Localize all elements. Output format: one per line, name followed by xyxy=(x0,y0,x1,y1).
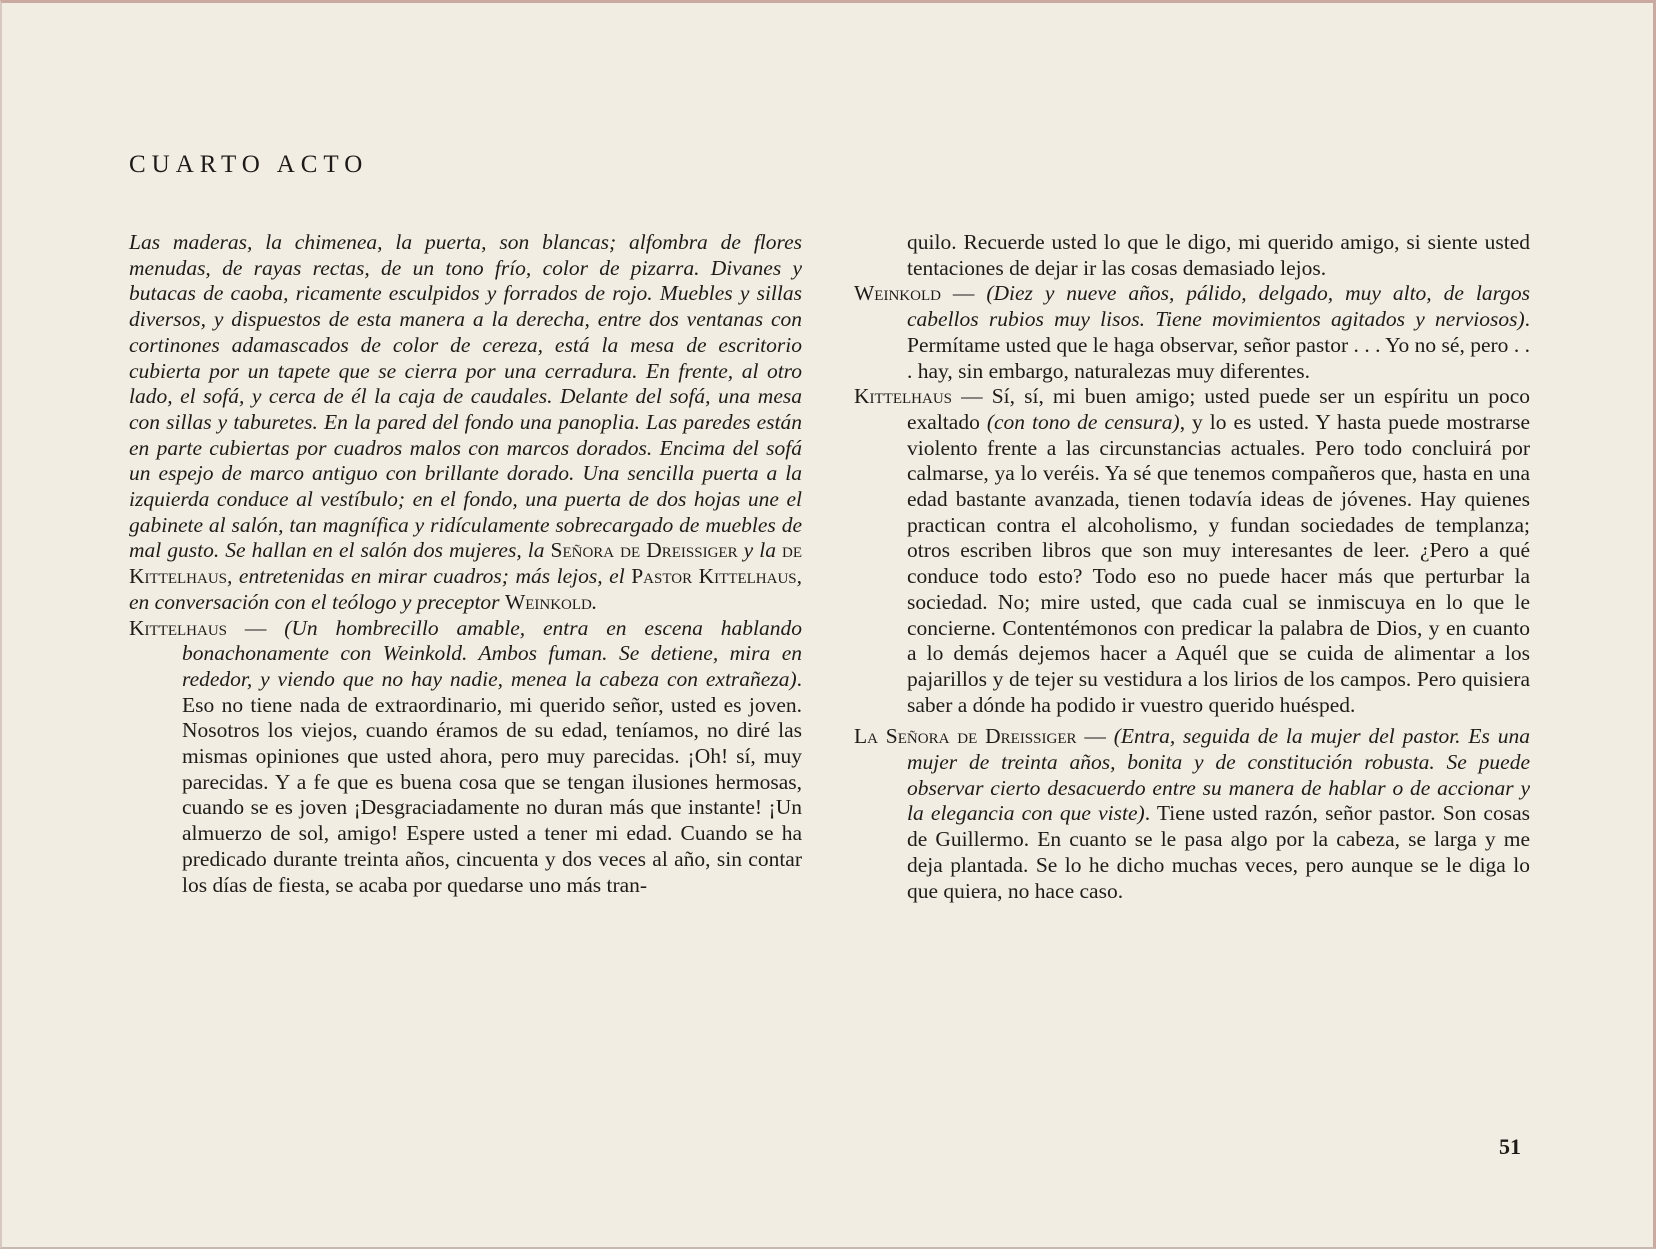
character-name-de-kittelhaus: de Kittelhaus xyxy=(129,538,802,589)
speaker-name: Weinkold xyxy=(854,281,941,306)
dialogue-text: Sí, sí, mi buen amigo; usted puede ser un espíritu un poco exaltado xyxy=(907,384,1531,434)
speaker-name: Kittelhaus xyxy=(854,384,953,409)
speaker-dash: — xyxy=(940,281,987,306)
speech-senora-dreissiger xyxy=(854,724,1530,904)
speech-kittelhaus-2 xyxy=(854,384,1530,718)
stage-direction: (Un hombrecillo amable, entra en escena hablando bonachonamente con Weinkold. Ambos fuman. Se detiene, mira en rededor, y viendo que no hay nadie, menea la cabeza con extrañeza) xyxy=(182,615,802,691)
speaker-name: Kittelhaus xyxy=(129,615,228,640)
speaker-dash: — xyxy=(227,615,285,640)
page-number: 51 xyxy=(1499,1134,1521,1159)
stage-direction: (con tono de censura) xyxy=(986,409,1180,434)
stage-direction: (Diez y nueve años, pálido, delgado, muy alto, de largos cabellos rubios muy lisos. Tiene movimientos agitados y nerviosos) xyxy=(907,281,1531,332)
stage-text-4: , en conversación con el teólogo y preceptor xyxy=(129,564,803,614)
dialogue-text: . Permítame usted que le haga observar, señor pastor . . . Yo no sé, pero . . . hay, sin embargo, naturalezas muy diferentes. xyxy=(907,307,1530,383)
act-heading: CUARTO ACTO xyxy=(129,151,369,178)
stage-text-1: Las maderas, la chimenea, la puerta, son blancas; alfombra de flores menudas, de rayas rectas, de un tono frío, color de pizarra. Divanes y butacas de caoba, ricamente esculpidos y forrados de rojo. Muebles y sillas diversos, y dispuestos de esta manera a la derecha, entre dos ventanas con cortinones adamascados de color de cereza, está la mesa de escritorio cubierta por un tapete que se cierra por una cerradura. En frente, al otro lado, el sofá, y cerca de él la caja de caudales. Delante del sofá, una mesa con sillas y taburetes. En la pared del fondo una panoplia. Las paredes están en parte cubiertas por cuadros malos con marcos dorados. Encima del sofá un espejo de marco antiguo con brillante dorado. Una sencilla puerta a la izquierda conduce al vestíbulo; en el fondo, una puerta de dos hojas une el gabinete al salón, tan magnífica y ridículamente sobrecargado de muebles de mal gusto. Se hallan en el salón dos mujeres, la xyxy=(129,230,802,563)
speech-weinkold xyxy=(854,281,1530,384)
character-name-weinkold: Weinkold xyxy=(504,589,592,614)
stage-text-3: , entretenidas en mirar cuadros; más lejos, el xyxy=(227,564,632,589)
speaker-dash: — xyxy=(1076,724,1114,749)
speech-kittelhaus-1 xyxy=(129,616,802,899)
dialogue-text: . Tiene usted razón, señor pastor. Son cosas de Guillermo. En cuanto se le pasa algo por la cabeza, se larga y me deja plantada. Se lo he dicho muchas veces, pero aunque se le diga lo que quiera, no hace caso. xyxy=(907,801,1530,903)
speaker-dash: — xyxy=(952,384,992,409)
speech-continuation: quilo. Recuerde usted lo que le digo, mi querido amigo, si siente usted tentaciones de dejar ir las cosas demasiado lejos. xyxy=(907,230,1530,280)
stage-text-2: y la xyxy=(737,538,782,563)
dialogue-text: , y lo es usted. Y hasta puede mostrarse violento frente a las circunstancias actuales. Pero todo concluirá por calmarse, ya lo veréis. Ya sé que tenemos compañeros que, hasta en una edad bastante avanzada, tienen todavía ideas de jóvenes. Hay quienes practican contra el alcoholismo, y fundan sociedades de templanza; otros escriben libros que son muy interesantes de leer. ¿Pero a qué conduce todo esto? Todo eso no puede hacer más que perturbar la sociedad. No; mire usted, que cada cual se inmiscuya en lo que le concierne. Contentémonos con predicar la palabra de Dios, y en cuanto a lo demás dejemos hacer a Aquél que se cuida de alimentar a los pajarillos y de tejer su vestidura a los lirios de los campos. Pero quisiera saber a dónde ha podido ir vuestro querido huésped. xyxy=(907,409,1531,717)
right-column xyxy=(854,230,1530,904)
character-name-senora-dreissiger: Señora de Dreissiger xyxy=(550,538,738,563)
character-name-pastor-kittelhaus: Pastor Kittelhaus xyxy=(631,564,797,589)
stage-direction: (Entra, seguida de la mujer del pastor. Es una mujer de treinta años, bonita y de constitución robusta. Se puede observar cierto desacuerdo entre su manera de hablar o de accionar y la elegancia con que viste) xyxy=(907,724,1531,826)
speaker-name: La Señora de Dreissiger xyxy=(854,724,1077,749)
left-column xyxy=(129,230,802,898)
dialogue-text: . Eso no tiene nada de extraordinario, mi querido señor, usted es joven. Nosotros los viejos, cuando éramos de su edad, teníamos, no diré las mismas opiniones que usted ahora, pero muy parecidas. ¡Oh! sí, muy parecidas. Y a fe que es buena cosa que se tengan ilusiones hermosas, cuando se es joven ¡Desgraciadamente no duran más que instante! ¡Un almuerzo de sol, amigo! Espere usted a tener mi edad. Cuando se ha predicado durante treinta años, cincuenta y dos veces al año, sin contar los días de fiesta, se acaba por quedarse uno más tran- xyxy=(182,666,802,897)
opening-stage-direction xyxy=(129,230,802,616)
stage-text-5: . xyxy=(591,589,598,614)
